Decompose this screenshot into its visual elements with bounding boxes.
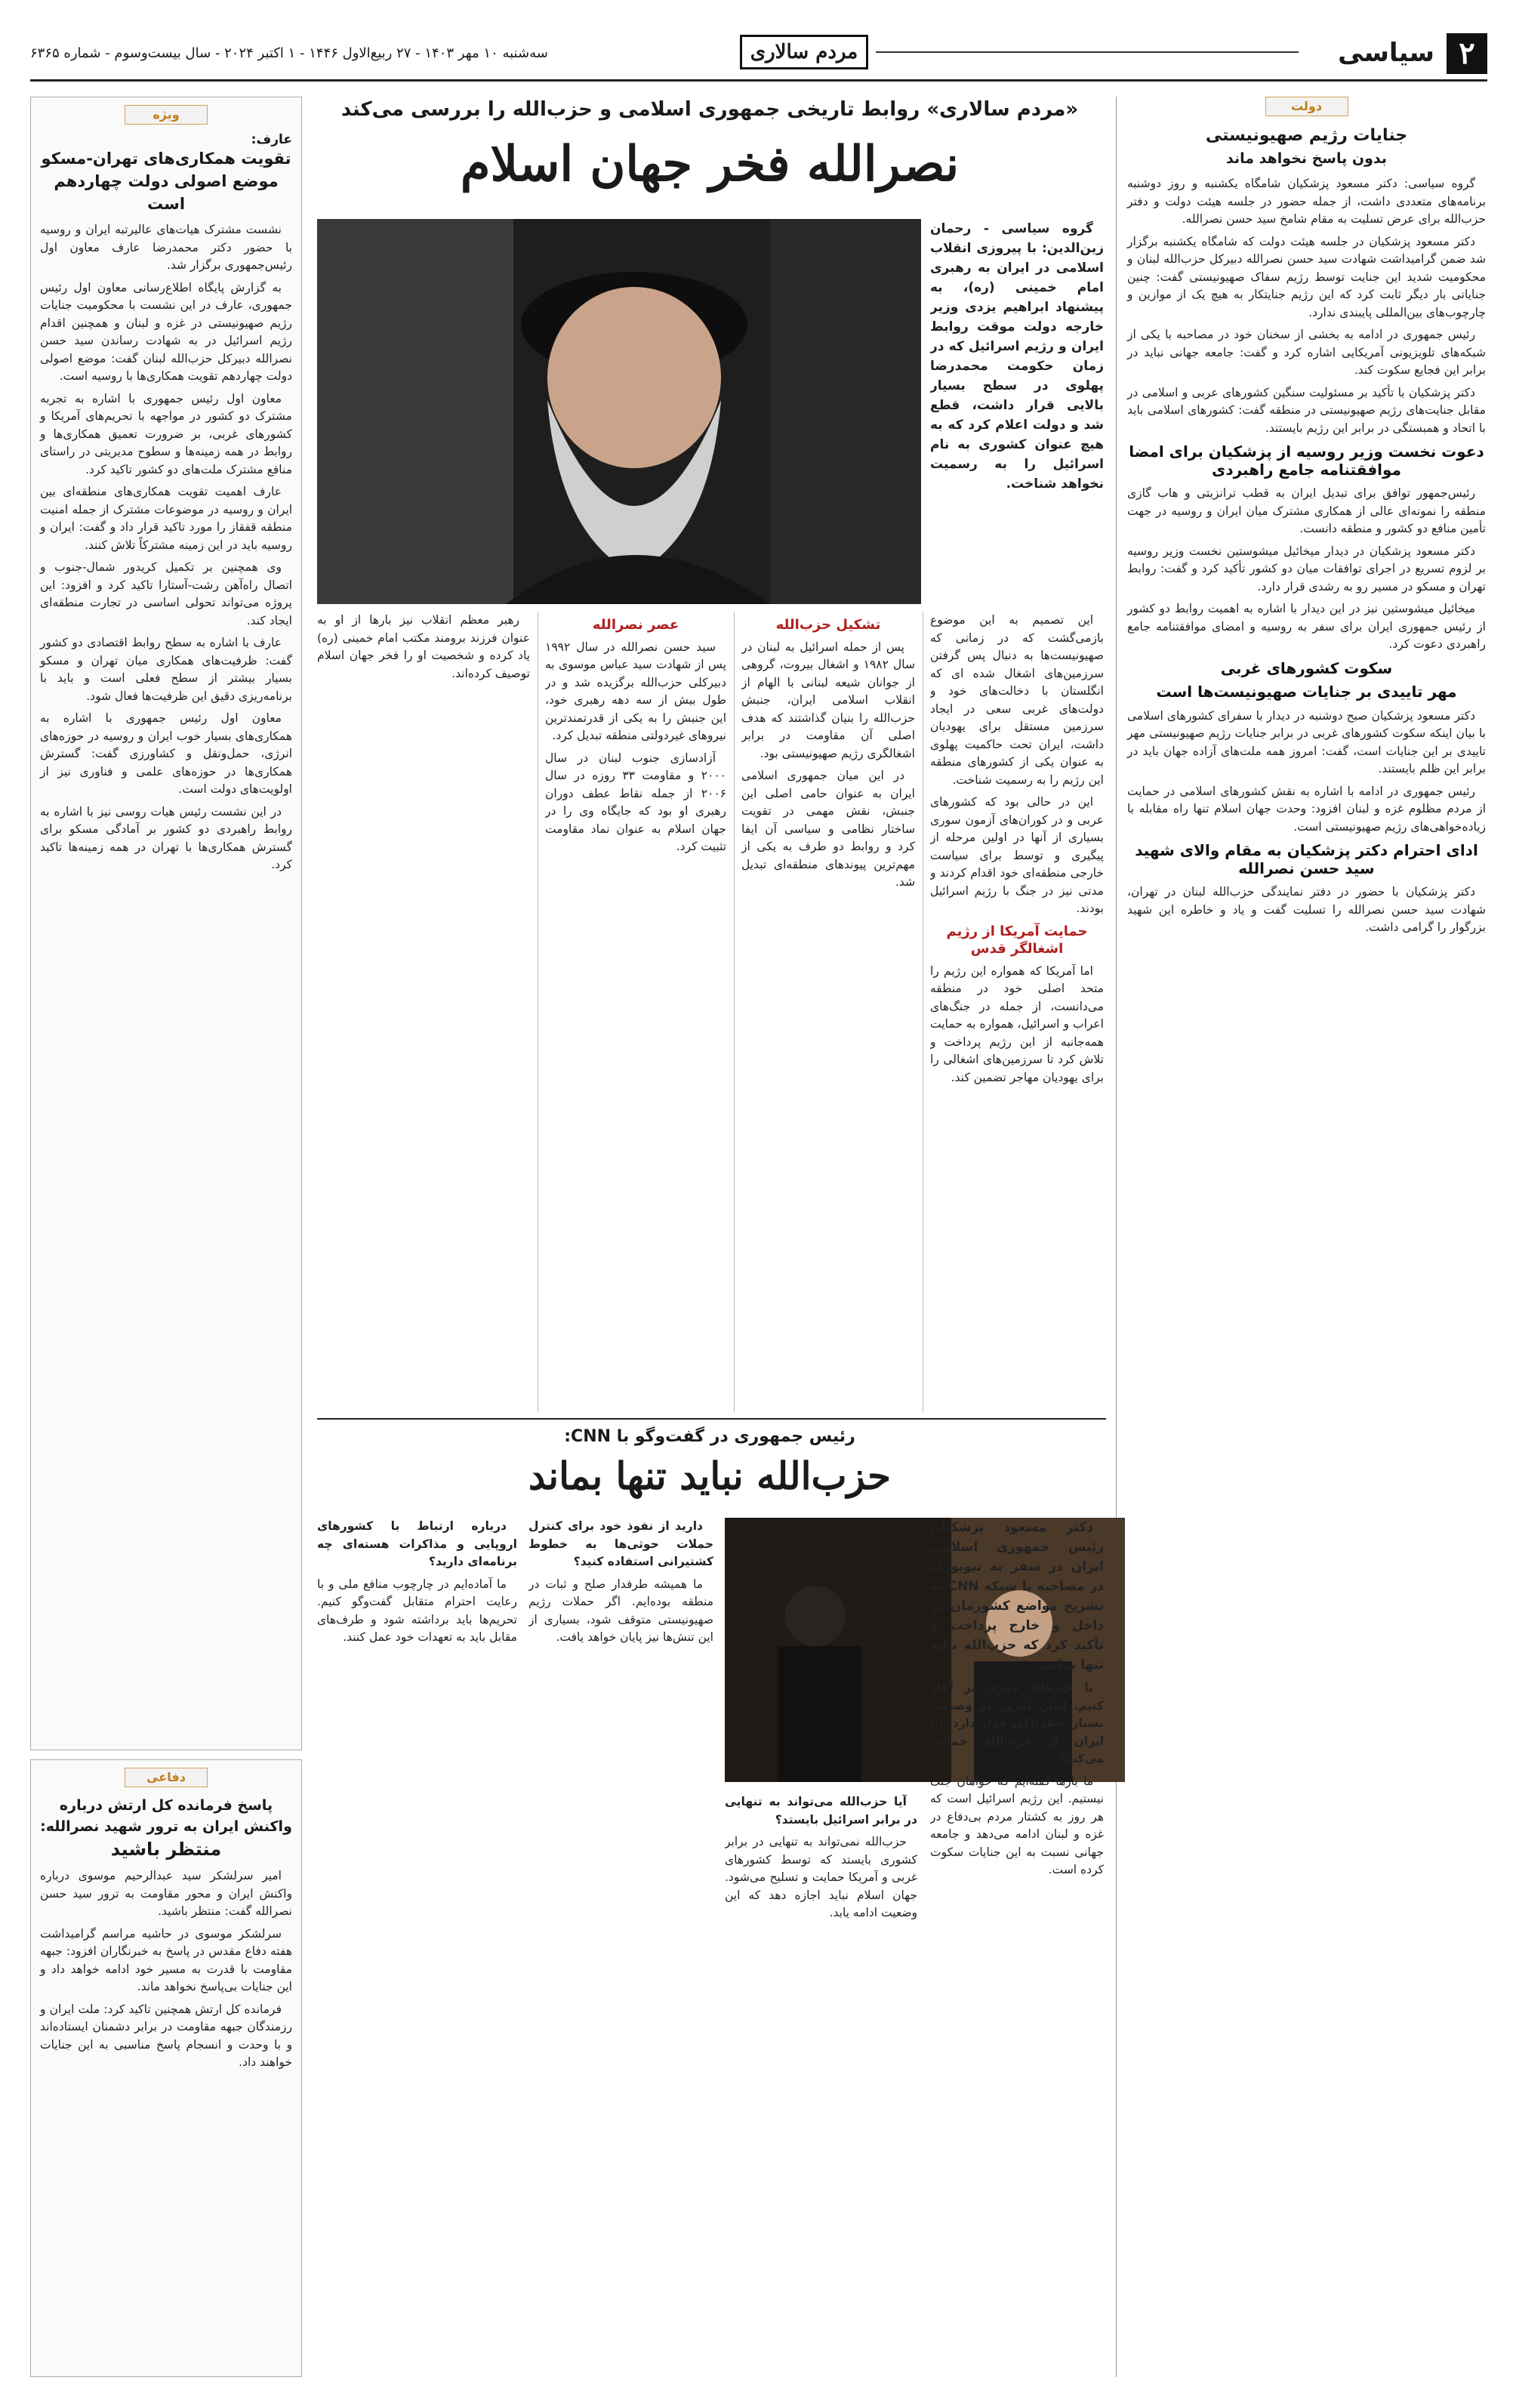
left-defense-body: امیر سرلشکر سید عبدالرحیم موسوی درباره واکنش ایران و محور مقاومت به ترور سید حسن نصرالله گفت: منتظر باشید. سرلشکر موسوی در حاشیه مراسم گرامیداشت هفته دفاع مقدس در پاسخ به خبرنگاران افزود: جبهه مقاومت با قدرت به مسیر خود ادامه خواهد داد و این جنایات بی‌پاسخ نخواهد ماند. فرمانده کل ارتش همچنین تاکید کرد: ملت ایران و رزمندگان جبهه مقاومت در برابر دشمنان ایستاده‌اند و با وحدت و انسجام پاسخ مناسبی به این جنایات خواهند داد. [40, 1869, 292, 2069]
right-subhead-western-b: مهر تاییدی بر جنایات صهیونیست‌ها است [1156, 683, 1457, 701]
interview-col-4: درباره ارتباط با کشورهای اروپایی و مذاکرات هسته‌ای چه برنامه‌ای دارید؟ ما آماده‌ایم در چارچوب منافع ملی و با رعایت احترام متقابل گفت‌وگو کنیم. تحریم‌ها باید برداشته شود و طرف‌های مقابل باید به تعهدات خود عمل کنند. [317, 1519, 517, 1644]
right-article-title: جنایات رژیم صهیونیستی [1205, 126, 1408, 145]
column-divider [734, 612, 735, 1412]
main-kicker: «مردم سالاری» روابط تاریخی جمهوری اسلامی و حزب‌الله را بررسی می‌کند [340, 98, 1079, 121]
main-photo [317, 219, 921, 604]
section-tag-government: دولت [1265, 97, 1348, 116]
main-col-3: عصر نصرالله سید حسن نصرالله در سال ۱۹۹۲ پس از شهادت سید عباس موسوی به دبیرکلی حزب‌الله برگزیده شد و در طول بیش از سه دهه رهبری خود، این جنبش را به یکی از قدرتمندترین نیروهای غیردولتی منطقه تبدیل کرد. آزادسازی جنوب لبنان در سال ۲۰۰۰ و مقاومت ۳۳ روزه در سال ۲۰۰۶ از جمله نقاط عطف دوران رهبری او بود که جایگاه وی را در جهان اسلام به عنوان نماد مقاومت تثبیت کرد. [545, 617, 726, 853]
date-line: سه‌شنبه ۱۰ مهر ۱۴۰۳ - ۲۷ ربیع‌الاول ۱۴۴۶ - ۱ اکتبر ۲۰۲۴ - سال بیست‌وسوم - شماره ۶۳۶۵ [30, 45, 548, 61]
page-header [30, 29, 1487, 82]
left-defense-title: پاسخ فرمانده کل ارتش درباره واکنش ایران به ترور شهید نصرالله: [40, 1797, 292, 1835]
main-lead-column: گروه سیاسی - رحمان زین‌الدین: با پیروزی انقلاب اسلامی در ایران به رهبری امام خمینی (ره)، به پیشنهاد ابراهیم یزدی وزیر خارجه دولت موقت روابط ایران و رژیم اسرائیل که در زمان حکومت محمدرضا پهلوی در سطح بسیار بالایی قرار داشت، قطع شد و دولت اعلام کرد که به هیچ عنوان کشوری به نام اسرائیل را به رسمیت نخواهد شناخت. [930, 221, 1104, 492]
right-subhead-western: سکوت کشورهای غربی [1220, 658, 1393, 677]
section-tag-special: ویژه [125, 105, 208, 125]
interview-headline: حزب‌الله نباید تنها بماند [528, 1454, 892, 1498]
right-article-subtitle: بدون پاسخ نخواهد ماند [1225, 150, 1388, 167]
right-article-body: گروه سیاسی: دکتر مسعود پزشکیان شامگاه یکشنبه و روز دوشنبه برنامه‌های متعددی داشت، از جمله حضور در جلسه هیئت دولت و دفتر حزب‌الله برای عرض تسلیت به مقام شامخ سید حسن نصرالله. دکتر مسعود پزشکیان در جلسه هیئت دولت که شامگاه یکشنبه برگزار شد ضمن گرامیداشت شهادت سید حسن نصرالله دبیرکل حزب‌الله لبنان و محکومیت شدید این جنایت توسط رژیم سفاک صهیونیستی گفت: چنین جنایاتی بار دیگر ثابت کرد که این رژیم جنایتکار به هیچ یک از موازین و چارچوب‌های بین‌المللی پایبندی ندارد. رئیس جمهوری در ادامه به بخشی از سخنان خود در مصاحبه با یکی از شبکه‌های تلویزیونی آمریکایی اشاره کرد و گفت: جامعه جهانی نباید در برابر این فجایع سکوت کند. دکتر پزشکیان با تأکید بر مسئولیت سنگین کشورهای عربی و اسلامی در مقابل جنایت‌های رژیم صهیونیستی در منطقه گفت: کشورهای اسلامی باید با اتحاد و همبستگی در برابر این رژیم بایستند. دعوت نخست وزیر روسیه از پزشکیان برای امضا موافقتنامه جامع راهبردی رئیس‌جمهور توافق برای تبدیل ایران به قطب ترانزیتی و هاب گازی منطقه را نمونه‌ای عالی از همکاری مشترک میان ایران و روسیه در جهت تأمین منافع دو کشور و منطقه دانست. دکتر مسعود پزشکیان در دیدار میخائیل میشوستین نخست وزیر روسیه بر لزوم تسریع در اجرای توافقات میان دو کشور تأکید کرد و گفت: روابط تهران و مسکو در مسیر رو به رشدی قرار دارد. میخائیل میشوستین نیز در این دیدار با اشاره به اهمیت روابط دو کشور از رئیس جمهوری ایران برای سفر به روسیه و امضای موافقتنامه جامع راهبردی دعوت کرد. سکوت کشورهای غربی مهر تاییدی بر جنایات صهیونیست‌ها است دکتر مسعود پزشکیان صبح دوشنبه در دیدار با سفرای کشورهای اسلامی با بیان اینکه سکوت کشورهای غربی در برابر جنایات رژیم صهیونیستی مهر تاییدی بر این جنایات است، گفت: امروز همه ملت‌های آزاده جهان باید در برابر این ظلم بایستند. رئیس جمهوری در ادامه با اشاره به نقش کشورهای اسلامی در حمایت از مردم مظلوم غزه و لبنان افزود: وحدت جهان اسلام تنها راه مقابله با زیاده‌خواهی‌های رژیم صهیونیستی است. ادای احترام دکتر پزشکیان به مقام والای شهید سید حسن نصرالله دکتر پزشکیان با حضور در دفتر نمایندگی حزب‌الله لبنان در تهران، شهادت سید حسن نصرالله را تسلیت گفت و یاد و خاطره این شهید بزرگوار را گرامی داشت. [1127, 177, 1486, 934]
left-article-title: تقویت همکاری‌های تهران-مسکو موضع اصولی دولت چهاردهم است [41, 150, 291, 213]
page-number: ۲ [1447, 33, 1487, 74]
main-col-4: رهبر معظم انقلاب نیز بارها از او به عنوان فرزند برومند مکتب امام خمینی (ره) یاد کرده و شخصیت او را فخر جهان اسلام توصیف کرده‌اند. [317, 613, 530, 680]
interview-col-1: دکتر مسعود پزشکیان رئیس جمهوری اسلامی ایران در سفر به نیویورک در مصاحبه با شبکه CNN به تشریح مواضع کشورمان در داخل و خارج پرداخت و تأکید کرد که حزب‌الله نباید تنها بماند. با خبرهای فوری تر آغاز کنیم. لبنان امروز در وضعیت بسیار خطرناکی قرار دارد. آیا ایران از حزب‌الله حمایت می‌کند؟ ما بارها گفته‌ایم که خواهان جنگ نیستیم. این رژیم اسرائیل است که هر روز به کشتار مردم بی‌دفاع در غزه و لبنان ادامه می‌دهد و جامعه جهانی نسبت به این جنایات سکوت کرده است. [930, 1520, 1104, 1876]
header-rule [876, 51, 1299, 53]
interview-col-2: آیا حزب‌الله می‌تواند به تنهایی در برابر اسرائیل بایستد؟ حزب‌الله نمی‌تواند به تنهایی در برابر کشوری بایستد که توسط کشورهای غربی و آمریکا حمایت و تسلیح می‌شود. جهان اسلام نباید اجازه دهد که این وضعیت ادامه یابد. [725, 1795, 917, 1919]
interview-kicker: رئیس جمهوری در گفت‌وگو با CNN: [564, 1427, 855, 1446]
section-name: سیاسی [1338, 38, 1434, 68]
newspaper-logo: مردم سالاری [740, 35, 868, 69]
right-subhead-russia: دعوت نخست وزیر روسیه از پزشکیان برای امضا موافقتنامه جامع راهبردی [1129, 442, 1484, 479]
main-col-2: تشکیل حزب‌الله پس از حمله اسرائیل به لبنان در سال ۱۹۸۲ و اشغال بیروت، گروهی از جوانان شیعه لبنانی با الهام از انقلاب اسلامی ایران، جنبش حزب‌الله را بنیان گذاشتند که هدف اصلی آن مقاومت در برابر اشغالگری رژیم صهیونیستی بود. در این میان جمهوری اسلامی ایران به عنوان حامی اصلی این جنبش، نقش مهمی در تقویت ساختار نظامی و سیاسی آن ایفا کرد و روابط دو طرف به یکی از مهم‌ترین پیوندهای منطقه‌ای تبدیل شد. [741, 617, 915, 889]
left-defense-title-b: منتظر باشید [110, 1839, 222, 1860]
subhead-hezbollah: تشکیل حزب‌الله [775, 617, 881, 633]
section-tag-defense: دفاعی [125, 1768, 208, 1787]
left-article-kicker: عارف: [251, 132, 292, 147]
subhead-nasrallah-era: عصر نصرالله [592, 617, 679, 633]
interview-col-3: دارید از نفوذ خود برای کنترل حملات حوثی‌ها به خطوط کشتیرانی استفاده کنید؟ ما همیشه طرفدار صلح و ثبات در منطقه بوده‌ایم. اگر حملات رژیم صهیونیستی متوقف شود، بسیاری از این تنش‌ها نیز پایان خواهد یافت. [528, 1519, 713, 1644]
left-article-body: نشست مشترک هیات‌های عالیرتبه ایران و روسیه با حضور دکتر محمدرضا عارف معاون اول رئیس‌جمهوری برگزار شد. به گزارش پایگاه اطلاع‌رسانی معاون اول رئیس جمهوری، عارف در این نشست با محکومیت جنایات رژیم صهیونیستی در غزه و لبنان و همچنین اقدام رژیم اسرائیل در به شهادت رساندن سید حسن نصرالله دبیرکل حزب‌الله لبنان گفت: موضع اصولی دولت چهاردهم تقویت همکاری‌ها با روسیه است. معاون اول رئیس جمهوری با اشاره به تجربه مشترک دو کشور در مواجهه با تحریم‌های آمریکا و کشورهای غربی، بر ضرورت تعمیق همکاری‌ها و روابط در همه زمینه‌ها و سطوح مدیریتی در راستای منافع مشترک ملت‌های دو کشور تاکید کرد. عارف اهمیت تقویت همکاری‌های منطقه‌ای بین ایران و روسیه در موضوعات مشترک از جمله امنیت منطقه قفقاز را مورد تاکید قرار داد و گفت: ایران و روسیه باید در این زمینه مشترکاً تلاش کنند. وی همچنین بر تکمیل کریدور شمال-جنوب و اتصال راه‌آهن رشت-آستارا تاکید کرد و افزود: این پروژه می‌تواند تحولی اساسی در تجارت منطقه‌ای ایجاد کند. عارف با اشاره به سطح روابط اقتصادی دو کشور گفت: ظرفیت‌های همکاری میان تهران و مسکو بسیار بیشتر از سطح فعلی است و باید با برنامه‌ریزی دقیق این ظرفیت‌ها فعال شود. معاون اول رئیس جمهوری با اشاره به همکاری‌های بسیار خوب ایران و روسیه در حوزه‌های انرژی، حمل‌ونقل و کشاورزی گفت: گسترش همکاری‌ها در حوزه‌های علمی و فناوری نیز از اولویت‌های دولت است. در این نشست رئیس هیات روسی نیز با اشاره به روابط راهبردی دو کشور بر آمادگی مسکو برای گسترش همکاری‌ها با تهران در همه زمینه‌ها تاکید کرد. [40, 223, 292, 871]
main-col-1: این تصمیم به این موضوع بازمی‌گشت که در زمانی که صهیونیست‌ها به دنبال پس گرفتن سرزمین‌های اشغال شده ای که انگلستان با دخالت‌های خود و دولت‌های غربی سعی در ایجاد سرزمین مستقل برای یهودیان داشت، ایران تحت حاکمیت پهلوی به عنوان یکی از کشورهای منطقه این رژیم را به رسمیت شناخت. این در حالی بود که کشورهای عربی و در کوران‌های آزمون سوری بسیاری از آنها در اولین مرحله از پیگیری و توسط برای سیاست خارجی منطقه‌ای خود اقدام کردند و مدتی نیز در جنگ با رژیم اسرائیل بودند. حمایت آمریکا از رژیم اشغالگر قدس اما آمریکا که همواره این رژیم را متحد اصلی خود در منطقه می‌دانست، از جمله در جنگ‌های اعراب و اسرائیل، همواره به حمایت همه‌جانبه از این رژیم پرداخت و تلاش کرد تا سرزمین‌های اشغالی را برای یهودیان مهاجر تضمین کند. [930, 613, 1104, 1084]
subhead-us-support: حمایت آمریکا از رژیم اشغالگر قدس [946, 923, 1088, 957]
main-headline: نصرالله فخر جهان اسلام [460, 136, 960, 193]
right-subhead-tribute: ادای احترام دکتر پزشکیان به مقام والای شهید سید حسن نصرالله [1135, 841, 1478, 877]
section-divider [317, 1418, 1106, 1420]
portrait-illustration [317, 219, 921, 604]
left-column-bottom [30, 1759, 302, 2377]
left-column-top [30, 97, 302, 1750]
right-column [1116, 97, 1486, 2377]
